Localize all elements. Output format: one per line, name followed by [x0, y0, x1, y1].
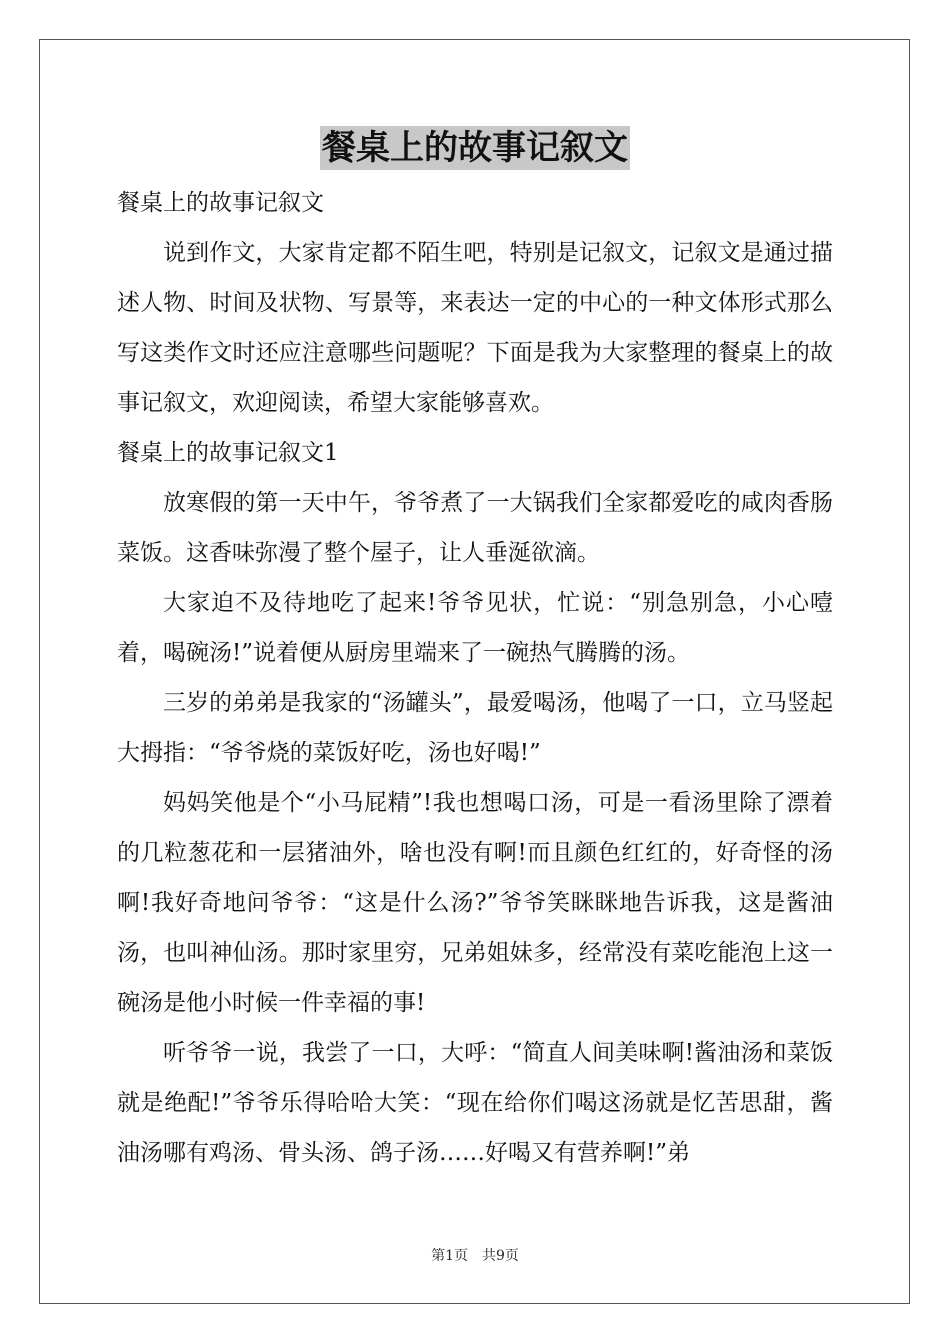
document-title: 餐桌上的故事记叙文: [322, 128, 628, 168]
section-heading: 餐桌上的故事记叙文1: [117, 440, 339, 466]
intro-paragraph: 说到作文，大家肯定都不陌生吧，特别是记叙文，记叙文是通过描述人物、时间及状物、写景等，来表达一定的中心的一种文体形式那么写这类作文时还应注意哪些问题呢？下面是我为大家整理的餐桌上的故事记叙文，欢迎阅读，希望大家能够喜欢。: [117, 240, 833, 416]
body-paragraph-1: 放寒假的第一天中午，爷爷煮了一大锅我们全家都爱吃的咸肉香肠菜饭。这香味弥漫了整个屋子，让人垂涎欲滴。: [117, 490, 833, 566]
document-subtitle: 餐桌上的故事记叙文: [117, 190, 324, 216]
title-wrap: [0, 126, 950, 170]
body-paragraph-4: 妈妈笑他是个“小马屁精”!我也想喝口汤，可是一看汤里除了漂着的几粒葱花和一层猪油外，啥也没有啊!而且颜色红红的，好奇怪的汤啊!我好奇地问爷爷：“这是什么汤?”爷爷笑眯眯地告诉我，这是酱油汤，也叫神仙汤。那时家里穷，兄弟姐妹多，经常没有菜吃能泡上这一碗汤是他小时候一件幸福的事!: [117, 790, 833, 1016]
body-paragraph-5: 听爷爷一说，我尝了一口，大呼：“简直人间美味啊!酱油汤和菜饭就是绝配!”爷爷乐得哈哈大笑：“现在给你们喝这汤就是忆苦思甜，酱油汤哪有鸡汤、骨头汤、鸽子汤……好喝又有营养啊!”弟: [117, 1040, 833, 1166]
body-paragraph-3: 三岁的弟弟是我家的“汤罐头”，最爱喝汤，他喝了一口，立马竖起大拇指：“爷爷烧的菜饭好吃，汤也好喝!”: [117, 690, 833, 766]
document-body: [117, 178, 833, 1178]
page-footer: 第1页 共9页: [431, 1248, 519, 1264]
body-paragraph-2: 大家迫不及待地吃了起来!爷爷见状，忙说：“别急别急，小心噎着，喝碗汤!”说着便从厨房里端来了一碗热气腾腾的汤。: [117, 590, 833, 666]
